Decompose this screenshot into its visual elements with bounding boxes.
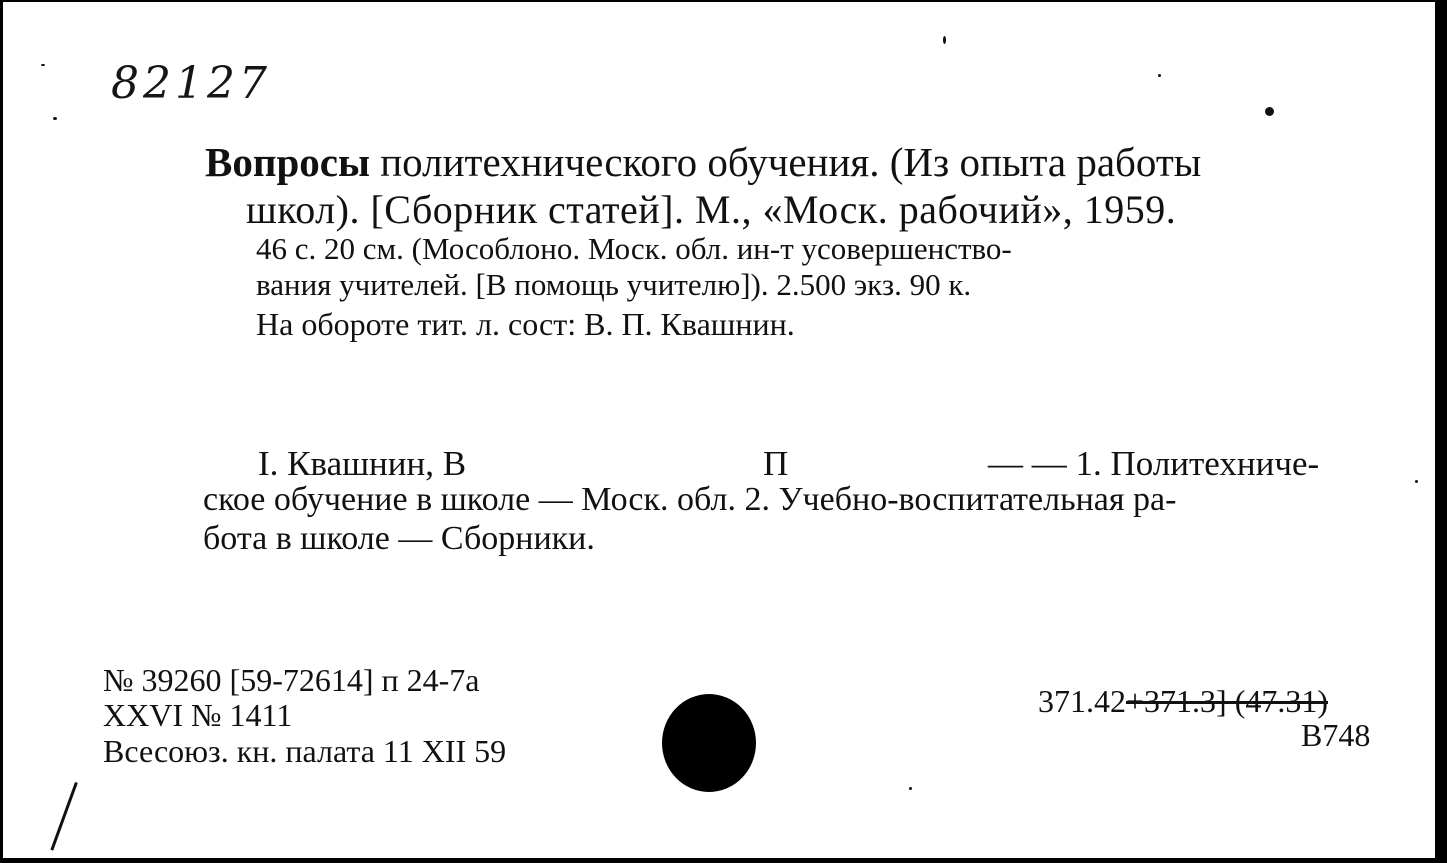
ink-speck <box>943 36 946 44</box>
pen-mark <box>50 782 77 851</box>
class-struck: +371.3] (47.31) <box>1126 683 1329 719</box>
title-line-2: школ). [Сборник статей]. М., «Моск. рабочий», 1959. <box>246 187 1177 232</box>
ink-speck <box>1265 107 1274 116</box>
collation-line-1: 46 с. 20 см. (Мособлоно. Моск. обл. ин-т усовершенство- <box>256 231 1012 266</box>
punch-hole <box>662 694 756 792</box>
footer-line-3: Всесоюз. кн. палата 11 XII 59 <box>103 733 507 769</box>
title-rest: политехнического обучения. (Из опыта работы <box>369 139 1202 185</box>
ink-speck <box>41 64 45 66</box>
ink-speck <box>909 787 912 790</box>
handwritten-number: 82127 <box>111 58 271 109</box>
call-number: В748 <box>1301 717 1371 753</box>
class-number: 371.42 <box>1038 683 1126 719</box>
classification <box>1038 685 1328 717</box>
title-bold-word: Вопросы <box>205 139 370 185</box>
tracing-line-2: ское обучение в школе — Моск. обл. 2. Учебно-воспитательная ра- <box>203 481 1177 518</box>
footer-line-2: XXVI № 1411 <box>103 697 293 733</box>
ink-speck <box>1158 74 1161 77</box>
catalog-card <box>3 2 1435 858</box>
tracing-line-1-mid: П <box>763 444 789 483</box>
ink-speck <box>53 117 57 120</box>
tracing-line-1-left: I. Квашнин, В <box>258 444 467 483</box>
footer-line-1: № 39260 [59-72614] п 24-7а <box>103 662 480 698</box>
tracing-line-3: бота в школе — Сборники. <box>203 520 595 557</box>
tracing-line-1-right: — — 1. Политехниче- <box>988 444 1320 483</box>
collation-line-2: вания учителей. [В помощь учителю]). 2.500 экз. 90 к. <box>256 267 972 302</box>
note-line: На обороте тит. л. сост: В. П. Квашнин. <box>256 306 795 342</box>
ink-speck <box>1415 480 1418 483</box>
title-line-1 <box>205 139 1202 185</box>
